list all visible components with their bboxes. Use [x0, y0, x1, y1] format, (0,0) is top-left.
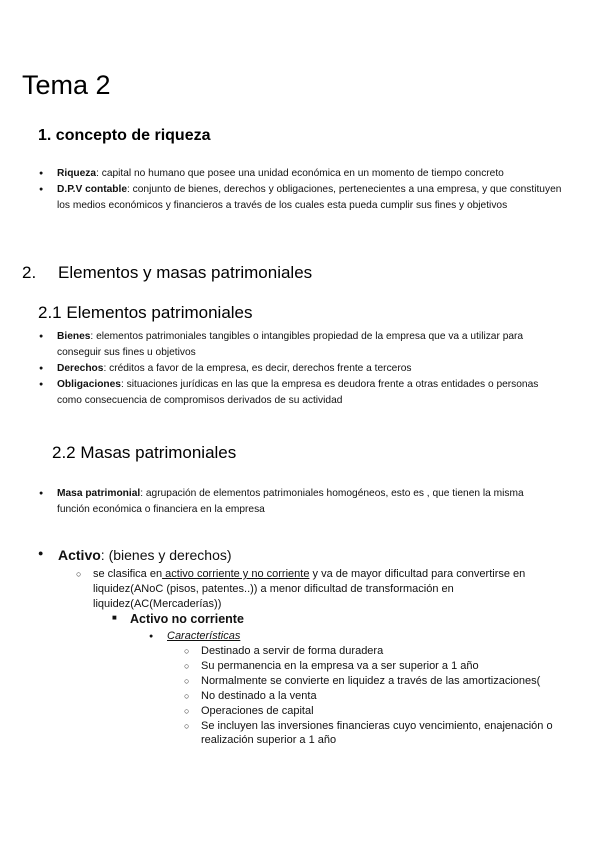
list-item [57, 486, 537, 518]
definition: : agrupación de elementos patrimoniales homogéneos, esto es , que tienen la misma función económica o financiera en la empresa [57, 488, 524, 515]
list-item [57, 166, 567, 182]
list-item: ○ Se incluyen las inversiones financieras cuyo vencimiento, enajenación o realización superior a 1 año [201, 719, 566, 749]
activo-sublist [93, 567, 533, 612]
caracteristicas-list [167, 629, 240, 644]
page-title: Tema 2 [22, 70, 111, 100]
list-item [57, 361, 547, 377]
list-item [58, 547, 558, 563]
list-item [130, 612, 244, 626]
list-item [57, 182, 567, 214]
caracteristicas-label: Características [167, 630, 241, 642]
section22-list [57, 486, 537, 518]
section2-number: 2. [22, 263, 37, 282]
section22-heading: 2.2 Masas patrimoniales [52, 443, 237, 462]
list-item [57, 377, 547, 409]
term: Riqueza [57, 168, 97, 179]
list-item [93, 567, 533, 612]
underlined-text: activo corriente y no corriente [162, 568, 310, 580]
section21-heading: 2.1 Elementos patrimoniales [38, 303, 253, 322]
list-item: ○ Operaciones de capital [201, 704, 566, 719]
list-item: ○ Destinado a servir de forma duradera [201, 644, 566, 659]
section21-list [57, 329, 547, 409]
definition: : capital no humano que posee una unidad económica en un momento de tiempo concreto [96, 168, 504, 179]
term: Masa patrimonial [57, 488, 141, 499]
definition: : (bienes y derechos) [100, 547, 232, 563]
definition: : situaciones jurídicas en las que la empresa es deudora frente a otras entidades o personas como consecuencia de compromisos derivados de su actividad [57, 379, 539, 406]
section1-heading: 1. concepto de riqueza [38, 127, 211, 144]
subheading: Activo no corriente [130, 612, 244, 626]
term: D.P.V contable [57, 184, 128, 195]
term: Derechos [57, 363, 104, 374]
list-item [57, 329, 547, 361]
list-item: ○ Normalmente se convierte en liquidez a través de las amortizaciones( [201, 674, 566, 689]
term: Bienes [57, 331, 91, 342]
list-item: ○ Su permanencia en la empresa va a ser superior a 1 año [201, 659, 566, 674]
activo-list [58, 547, 558, 563]
text: se clasifica en [93, 568, 163, 580]
section2-heading: Elementos y masas patrimoniales [58, 263, 313, 282]
definition: : conjunto de bienes, derechos y obligaciones, pertenecientes a una empresa, y que constituyen los medios económicos y financieros a través de los cuales esta pueda cumplir sus fines y objetivos [57, 184, 562, 211]
list-item [167, 629, 240, 644]
no-corriente-list [130, 612, 244, 626]
term: Activo [58, 547, 101, 563]
caracteristicas-items [201, 644, 566, 748]
definition: : créditos a favor de la empresa, es decir, derechos frente a terceros [103, 363, 412, 374]
definition: : elementos patrimoniales tangibles o intangibles propiedad de la empresa que va a utilizar para conseguir sus fines u objetivos [57, 331, 524, 358]
list-item: ○ No destinado a la venta [201, 689, 566, 704]
term: Obligaciones [57, 379, 121, 390]
text: y va de mayor dificultad para convertirse en liquidez(ANoC (pisos, patentes..)) a menor dificultad de transformación en liquidez(AC(Mercaderías)) [93, 568, 526, 610]
section1-list [57, 166, 567, 214]
